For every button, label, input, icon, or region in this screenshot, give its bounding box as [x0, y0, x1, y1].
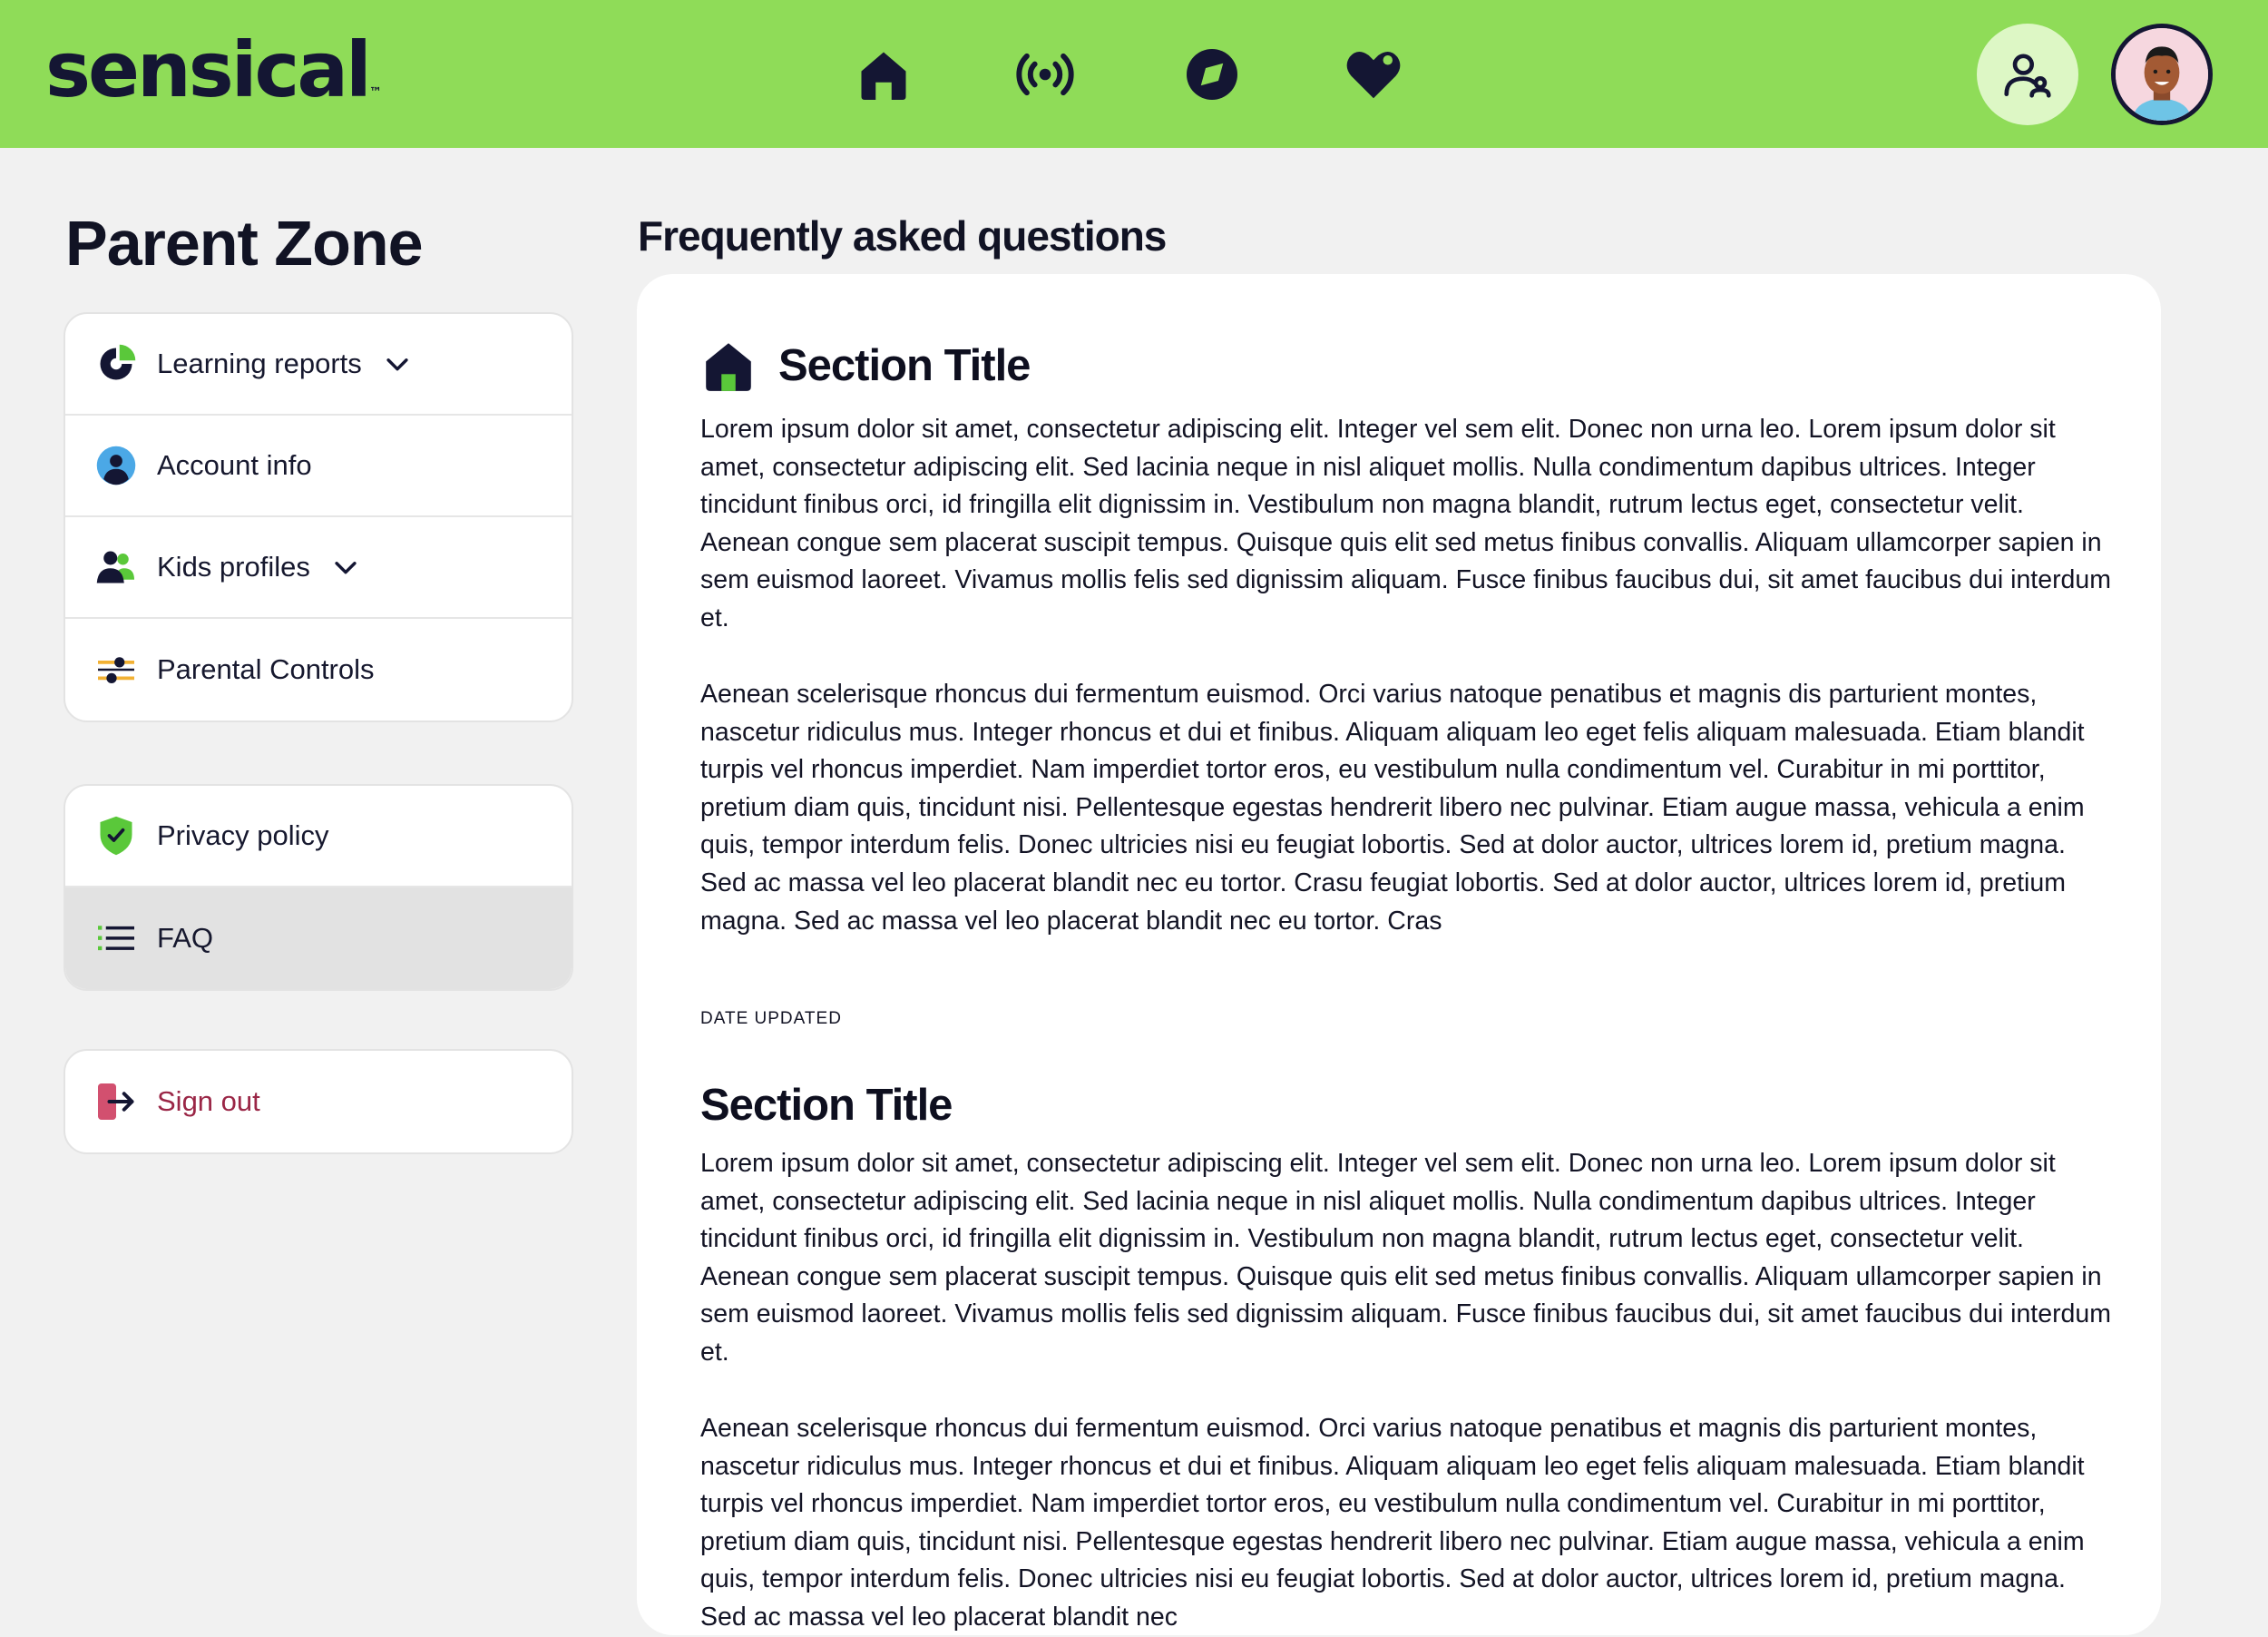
faq-paragraph: Aenean scelerisque rhoncus dui fermentum euismod. Orci varius natoque penatibus et magnis dis parturient montes, nascetur ridiculus mus. Integer rhoncus et dui et finibus. Aliquam aliquam leo eget felis aliquam malesuada. Etiam blandit turpis vel rhoncus imperdiet. Nam imperdiet tortor eros, eu vestibulum nulla condimentum vel. Curabitur in mi porttitor, pretium diam quis, tincidunt nisi. Pellentesque egestas hendrerit libero nec pulvinar. Etiam augue massa, vehicula a enim quis, tempor interdum felis. Donec ultricies nisi eu feugiat lobortis. Sed at dolor auctor, ultrices lorem id, pretium magna. Sed ac massa vel leo placerat blandit nec: [700, 1414, 2085, 1632]
kids-profiles-icon: [91, 542, 142, 593]
sidebar-item-label: Privacy policy: [157, 819, 329, 851]
list-icon: [91, 913, 142, 964]
explore-compass-icon[interactable]: [1176, 38, 1248, 111]
sidebar-item-label: Kids profiles: [157, 551, 310, 583]
shield-check-icon: [91, 810, 142, 861]
kid-mode-button[interactable]: [1977, 24, 2078, 125]
faq-section-header: [700, 1080, 952, 1131]
sidebar-item-learning-reports[interactable]: [65, 314, 572, 416]
live-broadcast-icon[interactable]: [1009, 38, 1081, 111]
chevron-down-icon[interactable]: [382, 348, 413, 379]
sensical-logo[interactable]: [45, 20, 382, 142]
logo-trademark: ™: [368, 85, 382, 100]
sign-out-button[interactable]: [65, 1051, 572, 1152]
sign-out-menu: [64, 1049, 573, 1154]
info-menu: [64, 784, 573, 991]
home-icon: [700, 338, 757, 394]
logo-text: sensical: [45, 25, 369, 114]
pie-chart-icon: [91, 338, 142, 389]
kid-mode-icon: [1999, 46, 2056, 103]
section-title: Section Title: [700, 1081, 953, 1130]
section-title: Section Title: [778, 341, 1031, 390]
faq-paragraph: Aenean scelerisque rhoncus dui fermentum euismod. Orci varius natoque penatibus et magnis dis parturient montes, nascetur ridiculus mus. Integer rhoncus et dui et finibus. Aliquam aliquam leo eget felis aliquam malesuada. Etiam blandit turpis vel rhoncus imperdiet. Nam imperdiet tortor eros, eu vestibulum nulla condimentum vel. Curabitur in mi porttitor, pretium diam quis, tincidunt nisi. Pellentesque egestas hendrerit libero nec pulvinar. Etiam augue massa, vehicula a enim quis, tempor interdum felis. Donec ultricies nisi eu feugiat lobortis. Sed at dolor auctor, ultrices lorem id, pretium magna. Sed ac massa vel leo placerat blandit nec eu tortor. Crasu feugiat lobortis. Sed at dolor auctor, ultrices lorem id, pretium magna. Sed ac massa vel leo placerat blandit nec eu tortor. Cras: [700, 680, 2085, 936]
sidebar-item-privacy-policy[interactable]: [65, 786, 572, 887]
account-menu: [64, 312, 573, 722]
chevron-down-icon[interactable]: [330, 552, 361, 583]
sign-out-label: Sign out: [157, 1085, 260, 1117]
sidebar-item-kids-profiles[interactable]: [65, 517, 572, 619]
avatar-illustration: [2116, 28, 2208, 121]
faq-section-header: [700, 338, 1030, 394]
top-bar: [0, 0, 2268, 148]
sidebar-item-label: FAQ: [157, 922, 214, 954]
sidebar-item-faq[interactable]: [65, 887, 572, 989]
profile-avatar[interactable]: [2111, 24, 2213, 125]
home-icon[interactable]: [847, 38, 920, 111]
faq-heading: Frequently asked questions: [638, 212, 1167, 260]
sidebar-item-parental-controls[interactable]: [65, 619, 572, 720]
favorites-heart-icon[interactable]: [1337, 38, 1410, 111]
faq-paragraph: Lorem ipsum dolor sit amet, consectetur adipiscing elit. Integer vel sem elit. Donec non urna leo. Lorem ipsum dolor sit amet, consectetur adipiscing elit. Sed lacinia neque in nisl aliquet mollis. Nulla condimentum dapibus ultrices. Integer tincidunt finibus orci, id fringilla elit dignissim in. Vestibulum non magna blandit, rutrum lectus eget, consectetur velit. Aenean congue sem placerat suscipit tempus. Quisque quis elit sed metus finibus convallis. Aliquam ullamcorper sapien in sem euismod laoreet. Vivamus mollis felis sed dignissim aliquam. Fusce finibus faucibus dui, sit amet faucibus dui interdum et.: [700, 415, 2112, 632]
faq-paragraph: Lorem ipsum dolor sit amet, consectetur adipiscing elit. Integer vel sem elit. Donec non urna leo. Lorem ipsum dolor sit amet, consectetur adipiscing elit. Sed lacinia neque in nisl aliquet mollis. Nulla condimentum dapibus ultrices. Integer tincidunt finibus orci, id fringilla elit dignissim in. Vestibulum non magna blandit, rutrum lectus eget, consectetur velit. Aenean congue sem placerat suscipit tempus. Quisque quis elit sed metus finibus convallis. Aliquam ullamcorper sapien in sem euismod laoreet. Vivamus mollis felis sed dignissim aliquam. Fusce finibus faucibus dui, sit amet faucibus dui interdum et.: [700, 1149, 2112, 1367]
date-updated-label: DATE UPDATED: [700, 1009, 842, 1028]
sidebar-item-label: Learning reports: [157, 348, 362, 379]
sidebar-item-label: Account info: [157, 449, 312, 481]
sliders-icon: [91, 644, 142, 695]
sign-out-icon: [91, 1076, 142, 1127]
sidebar-item-account-info[interactable]: [65, 416, 572, 517]
page-title: Parent Zone: [65, 208, 423, 279]
faq-content-card: [637, 274, 2161, 1635]
sidebar-item-label: Parental Controls: [157, 653, 375, 685]
user-circle-icon: [91, 440, 142, 491]
